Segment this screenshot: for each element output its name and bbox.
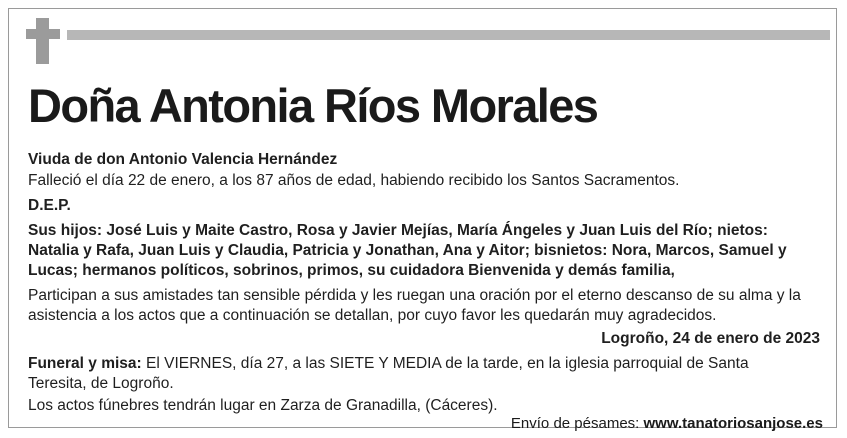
family-list: Sus hijos: José Luis y Maite Castro, Rosa y Javier Mejías, María Ángeles y Juan Luis del Río; nietos: Natalia y Rafa, Juan Luis y Claudia, Patricia y Jonathan, Ana y Aitor; bisnietos: Nora, Marcos, Samuel y Lucas; hermanos políticos, sobrinos, primos, su cuidadora Bienvenida y demás familia, — [28, 222, 787, 279]
cross-icon — [26, 18, 60, 64]
dep-label: D.E.P. — [28, 197, 71, 214]
funeral-text: El VIERNES, día 27, a las SIETE Y MEDIA de la tarde, en la iglesia parroquial de Santa Teresita, de Logroño. — [28, 355, 749, 392]
funeral-label: Funeral y misa: — [28, 355, 142, 372]
burial-line: Los actos fúnebres tendrán lugar en Zarza de Granadilla, (Cáceres). — [28, 397, 498, 414]
place-date: Logroño, 24 de enero de 2023 — [601, 330, 820, 347]
condolence-label: Envío de pésames: — [510, 415, 644, 432]
death-line: Falleció el día 22 de enero, a los 87 años de edad, habiendo recibido los Santos Sacramentos. — [28, 172, 680, 189]
condolence-line — [511, 414, 823, 434]
header-rule — [67, 30, 830, 40]
deceased-name: Doña Antonia Ríos Morales — [28, 79, 598, 132]
funeral-info — [28, 354, 798, 394]
condolence-website[interactable]: www.tanatoriosanjose.es — [643, 415, 823, 432]
widow-line: Viuda de don Antonio Valencia Hernández — [28, 151, 338, 168]
request-text: Participan a sus amistades tan sensible pérdida y les ruegan una oración por el eterno descanso de su alma y la asistencia a los actos que a continuación se detallan, por cuyo favor les quedarán muy agradecidos. — [28, 287, 801, 324]
